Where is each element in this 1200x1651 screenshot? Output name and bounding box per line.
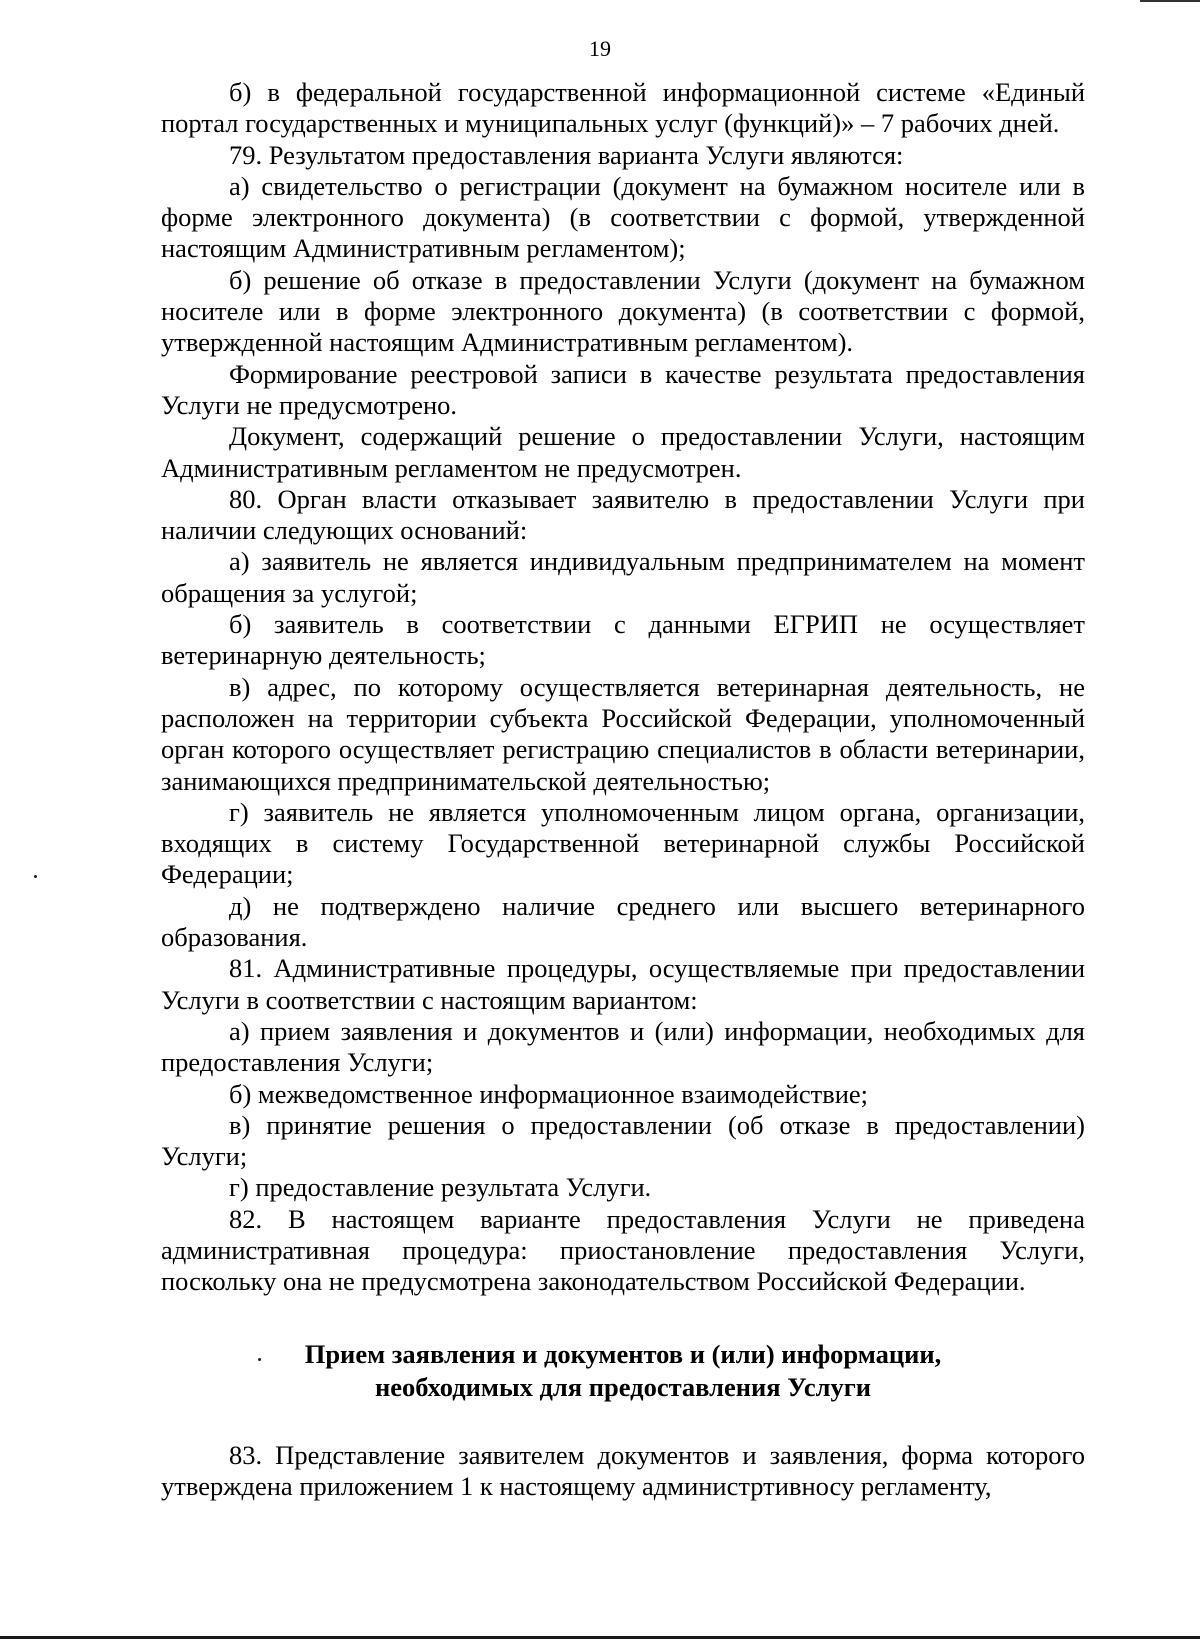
section-heading-line-2: необходимых для предоставления Услуги	[374, 1371, 872, 1402]
paragraph-80b: б) заявитель в соответствии с данными ЕГРИП не осуществляет ветеринарную деятельность;	[161, 609, 1085, 671]
paragraph-80a: а) заявитель не является индивидуальным предпринимателем на момент обращения за услугой;	[161, 546, 1085, 608]
paragraph-81g: г) предоставление результата Услуги.	[229, 1172, 652, 1203]
paragraph-81a: а) прием заявления и документов и (или) информации, необходимых для предоставления Услуги;	[161, 1015, 1085, 1078]
paragraph-79a: а) свидетельство о регистрации (документ на бумажном носителе или в форме электронного документа) (в соответствии с формой, утвержденной настоящим Административным регламентом);	[161, 170, 1085, 264]
paragraph-registry-record: Формирование реестровой записи в качестве результата предоставления Услуги не предусмотрено.	[161, 358, 1085, 420]
paragraph-78b: б) в федеральной государственной информационной системе «Единый портал государственных и муниципальных услуг (функций)» – 7 рабочих дней.	[161, 77, 1085, 139]
paragraph-80d: д) не подтверждено наличие среднего или высшего ветеринарного образования.	[161, 890, 1085, 953]
scan-corner-mark	[1140, 0, 1200, 2]
paragraph-79b: б) решение об отказе в предоставлении Услуги (документ на бумажном носителе или в форме электронного документа) (в соответствии с формой, утвержденной настоящим Административным регламентом).	[161, 264, 1085, 358]
page-number: 19	[589, 36, 611, 61]
paragraph-81v: в) принятие решения о предоставлении (об отказе в предоставлении) Услуги;	[161, 1109, 1085, 1172]
paragraph-81: 81. Административные процедуры, осуществляемые при предоставлении Услуги в соответствии с настоящим вариантом:	[161, 953, 1085, 1015]
paragraph-82: 82. В настоящем варианте предоставления Услуги не приведена административная процедура: приостановление предоставления Услуги, поскольку она не предусмотрена законодательством Российской Федерации.	[161, 1203, 1085, 1297]
bottom-scan-rule	[0, 1636, 1200, 1639]
scan-speck	[258, 1358, 261, 1361]
paragraph-80: 80. Орган власти отказывает заявителю в предоставлении Услуги при наличии следующих оснований:	[161, 483, 1085, 546]
paragraph-decision-document: Документ, содержащий решение о предоставлении Услуги, настоящим Административным регламентом не предусмотрен.	[161, 421, 1085, 483]
section-heading	[161, 1338, 1085, 1404]
paragraph-80v: в) адрес, по которому осуществляется ветеринарная деятельность, не расположен на территории субъекта Российской Федерации, уполномоченный орган которого осуществляет регистрацию специалистов в области ветеринарии, занимающихся предпринимательской деятельностью;	[161, 671, 1085, 796]
paragraph-80g: г) заявитель не является уполномоченным лицом органа, организации, входящих в систему Государственной ветеринарной службы Российской Федерации;	[161, 796, 1085, 890]
paragraph-79: 79. Результатом предоставления варианта Услуги являются:	[229, 139, 904, 170]
document-body	[161, 77, 1085, 1502]
scan-speck	[34, 875, 37, 878]
paragraph-81b: б) межведомственное информационное взаимодействие;	[229, 1078, 869, 1109]
section-heading-line-1: Прием заявления и документов и (или) информации,	[304, 1338, 942, 1369]
paragraph-83: 83. Представление заявителем документов и заявления, форма которого утверждена приложением 1 к настоящему администртивносу регламенту,	[161, 1439, 1085, 1501]
